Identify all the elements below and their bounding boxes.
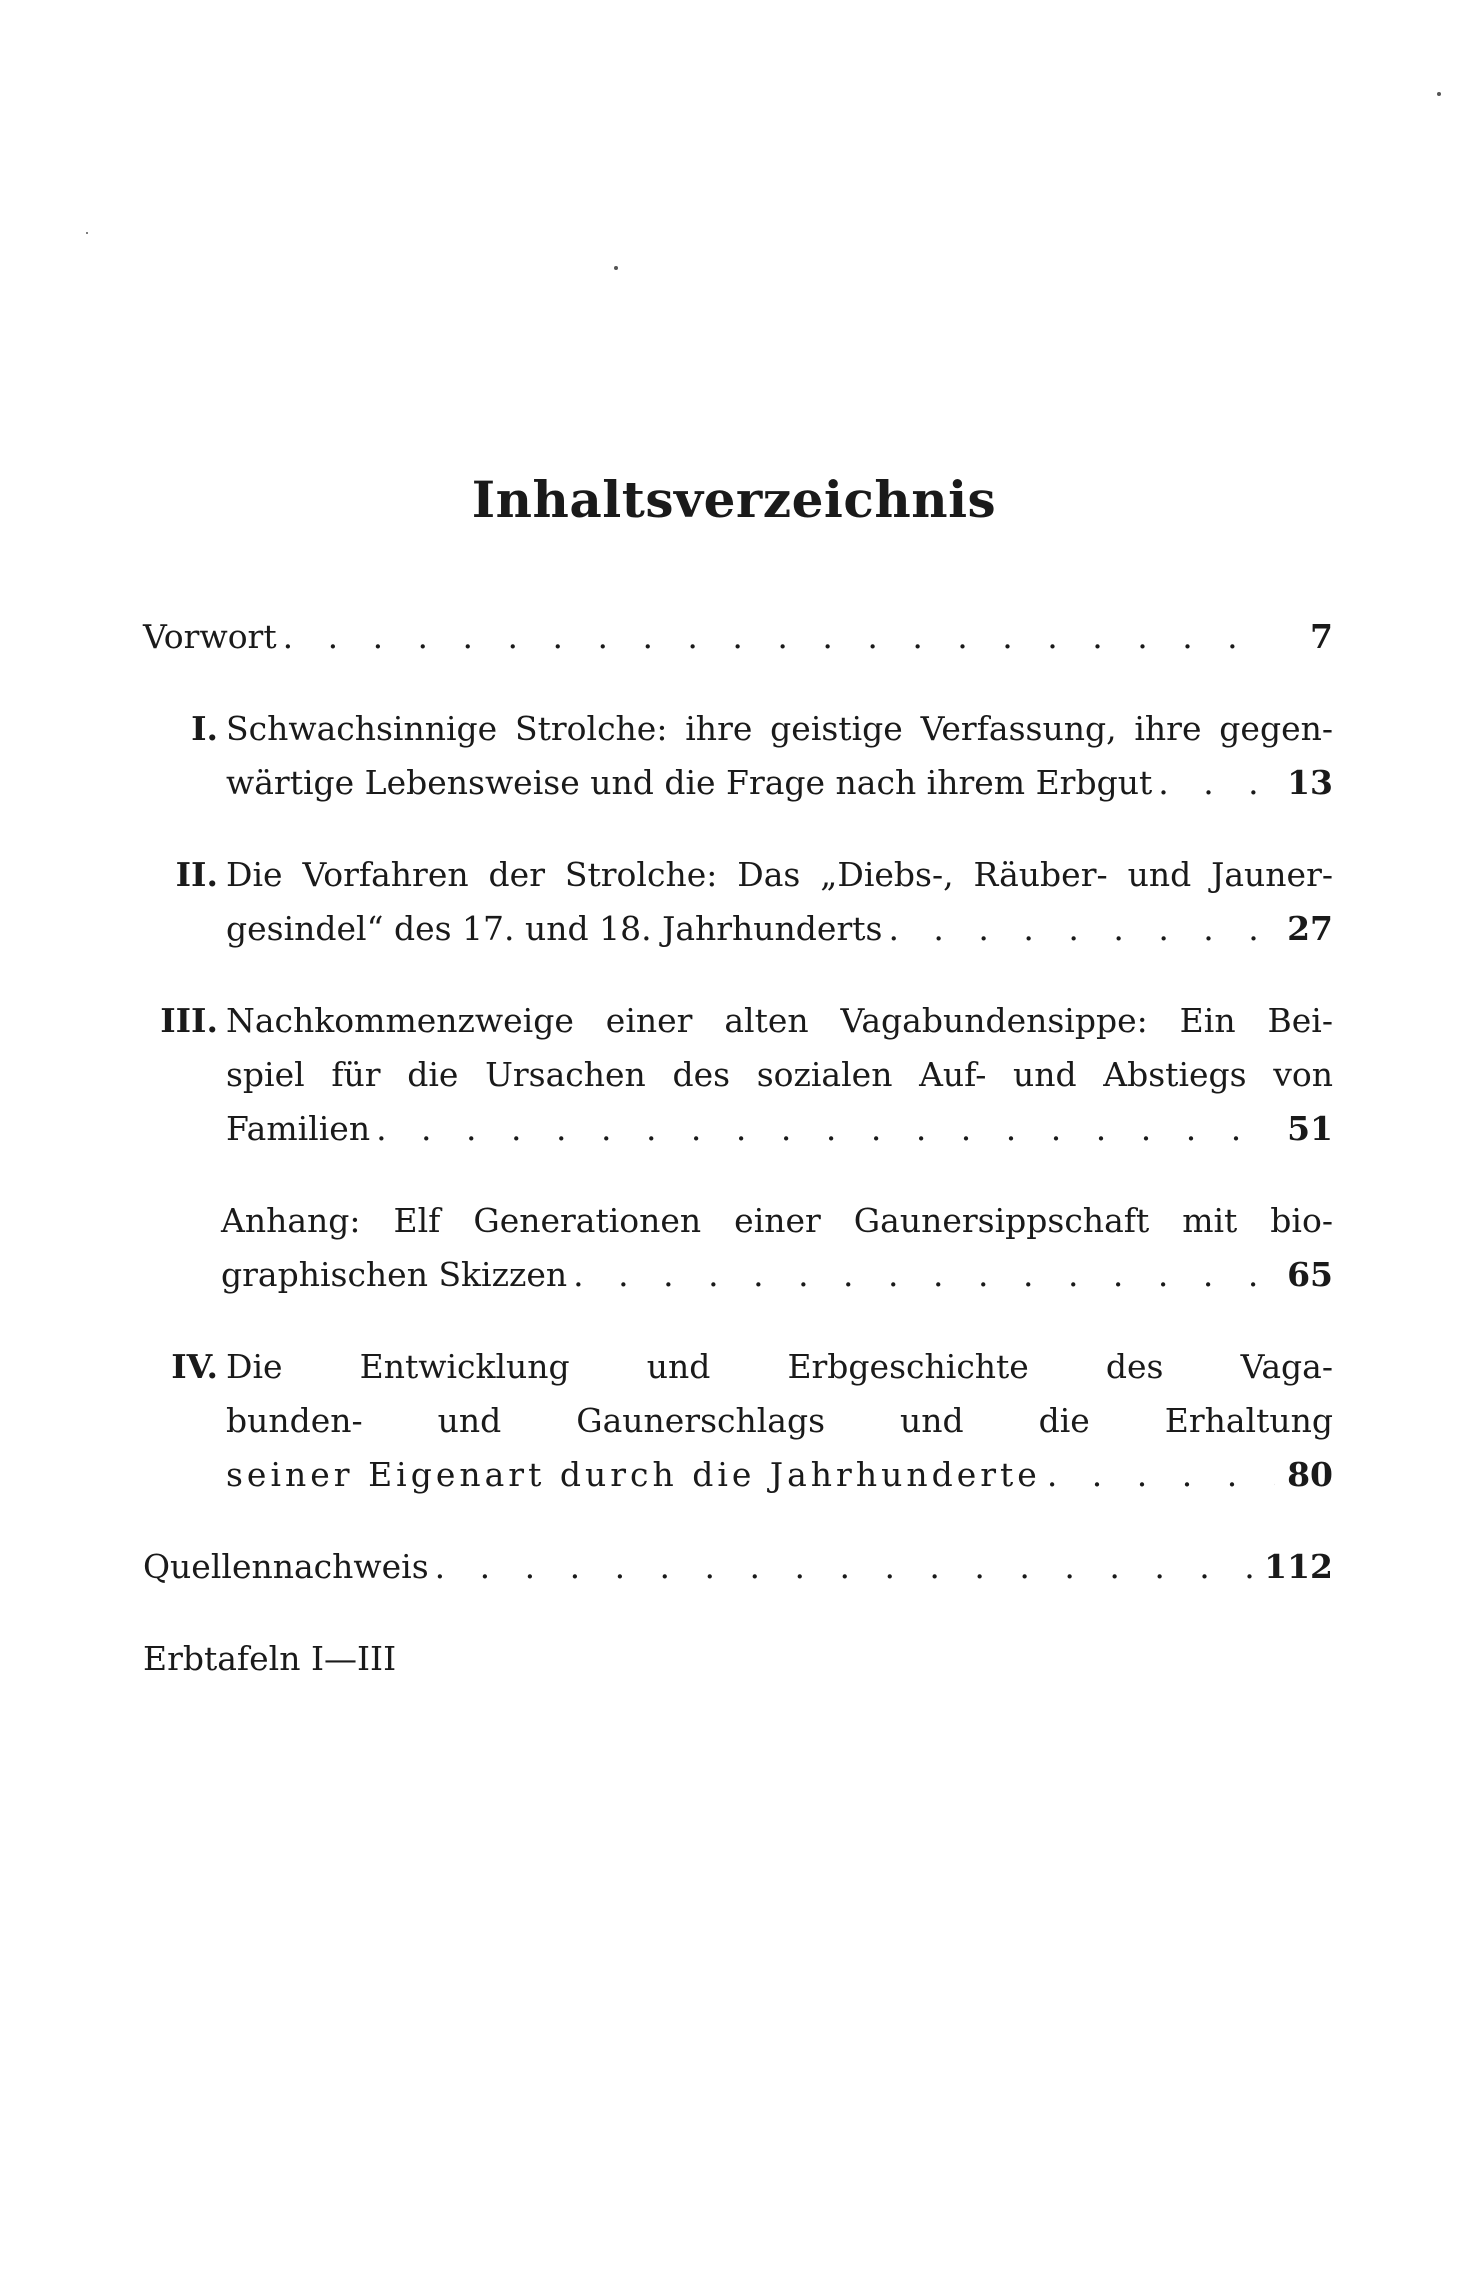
table-of-contents [143,610,1333,1686]
dot-leader [1047,1448,1275,1502]
toc-entry-title: Erbtafeln I—III [143,1639,397,1678]
toc-entry-vorwort [143,610,1333,664]
toc-entry-chapter-2 [143,848,1333,956]
toc-entry-chapter-3 [143,994,1333,1156]
page-number: 13 [1287,763,1333,802]
toc-entry-erbtafeln [143,1632,1333,1686]
page-number: 51 [1287,1109,1333,1148]
page-number: 65 [1287,1255,1333,1294]
page-number: 80 [1287,1455,1333,1494]
chapter-number: III. [160,1001,218,1040]
dot-leader [283,610,1275,664]
toc-entry-line: gesindel“ des 17. und 18. Jahrhunderts [226,909,883,948]
toc-entry-line: graphischen Skizzen [221,1255,568,1294]
toc-entry-chapter-1 [143,702,1333,810]
toc-entry-line: Schwachsinnige Strolche: ihre geistige Verfassung, ihre gegen- [226,709,1333,748]
toc-entry-line: wärtige Lebensweise und die Frage nach ihrem Erbgut [226,763,1153,802]
page-number: 112 [1264,1547,1333,1586]
toc-entry-line: spiel für die Ursachen des sozialen Auf- und Abstiegs von [226,1055,1333,1094]
toc-entry-line: Familien [226,1109,371,1148]
page-number: 7 [1310,617,1333,656]
page-number: 27 [1287,909,1333,948]
toc-entry-anhang [143,1194,1333,1302]
toc-entry-line: Die Vorfahren der Strolche: Das „Diebs-, Räuber- und Jauner- [226,855,1333,894]
toc-entry-line: Die Entwicklung und Erbgeschichte des Vaga- [226,1347,1333,1386]
chapter-number: II. [175,855,218,894]
chapter-number: I. [191,709,218,748]
dot-leader [573,1248,1275,1302]
toc-entry-line: Nachkommenzweige einer alten Vagabundensippe: Ein Bei- [226,1001,1333,1040]
scan-speck [86,232,88,234]
page-title: Inhaltsverzeichnis [471,470,997,529]
toc-entry-title: Quellennachweis [143,1547,429,1586]
toc-entry-line: bunden- und Gaunerschlags und die Erhaltung [226,1401,1333,1440]
dot-leader [1158,756,1275,810]
chapter-number: IV. [171,1347,218,1386]
toc-entry-title: Vorwort [143,617,277,656]
scan-speck [614,266,618,270]
scan-speck [1437,92,1441,96]
toc-entry-line: seiner Eigenart durch die Jahrhunderte [226,1455,1041,1494]
dot-leader [435,1540,1258,1594]
toc-entry-line: Anhang: Elf Generationen einer Gaunersippschaft mit bio- [221,1201,1333,1240]
toc-entry-chapter-4 [143,1340,1333,1502]
dot-leader [888,902,1275,956]
toc-entry-quellennachweis [143,1540,1333,1594]
dot-leader [376,1102,1275,1156]
